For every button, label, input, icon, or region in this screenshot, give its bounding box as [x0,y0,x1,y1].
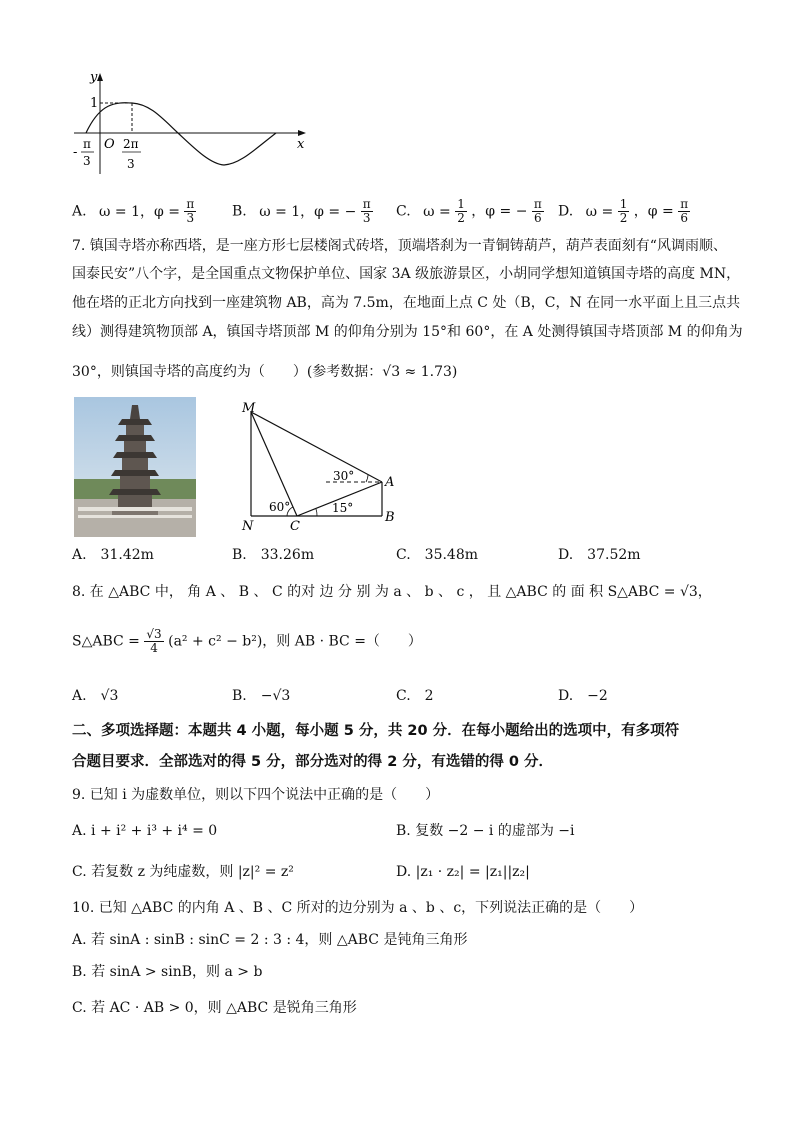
denominator: 4 [150,641,158,655]
fraction [184,198,196,225]
fraction [532,198,544,225]
option-expr: ，φ = [633,203,674,220]
angle-30-arc [366,475,368,482]
q8-option-a: A. √3 [72,688,119,704]
q7-option-a: A. 31.42m [72,547,154,563]
q7-line-5: 30°，则镇国寺塔的高度约为（ ）(参考数据：√3 ≈ 1.73) [72,364,458,380]
label-n: N [242,519,254,534]
option-expr: ω = 1，φ = − [259,203,357,220]
fraction [618,198,630,225]
q9-stem: 9. 已知 i 为虚数单位，则以下四个说法中正确的是（ ） [72,787,440,803]
q7-line-4: 线）测得建筑物顶部 A，镇国寺塔顶部 M 的仰角分别为 15°和 60°，在 A 处测得镇国寺塔顶部 M 的仰角为 [72,324,743,340]
option-letter: D. [558,203,574,220]
q10-stem: 10. 已知 △ABC 的内角 A 、B 、C 所对的边分别为 a 、b 、c，下列说法正确的是（ ） [72,900,644,916]
numerator: π [680,197,689,211]
option-expr: ω = [423,203,451,220]
q9-option-a: A. i + i² + i³ + i⁴ = 0 [72,823,218,839]
option-letter: A. [72,203,87,220]
fraction [678,198,690,225]
denominator: 2 [619,211,628,225]
q8-option-c: C. 2 [396,688,434,704]
denominator: 6 [534,211,542,225]
q9-option-c: C. 若复数 z 为纯虚数，则 |z|² = z² [72,864,294,880]
q9-option-b: B. 复数 −2 − i 的虚部为 −i [396,823,575,839]
option-letter: B. [232,203,247,220]
section-2-heading-1: 二、多项选择题：本题共 4 小题，每小题 5 分，共 20 分．在每小题给出的选项中，有多项符 [72,723,680,739]
denominator: 6 [680,211,688,225]
option-expr: ，φ = − [471,203,528,220]
two-pi-num: 2π [123,137,139,151]
y-label: y [90,70,98,85]
q8-option-b: B. −√3 [232,688,291,704]
numerator: π [533,197,542,211]
option-expr: ω = [585,203,614,220]
neg-pi-den: 3 [83,154,91,168]
option-letter: C. [396,203,411,220]
x-label: x [297,137,305,152]
numerator: π [186,197,195,211]
option-expr: ω = 1，φ = [99,203,180,220]
fraction [361,198,373,225]
q6-option-a [72,198,196,225]
pagoda-photo [74,397,196,537]
q7-option-d: D. 37.52m [558,547,641,563]
angle-30-label: 30° [333,469,355,483]
fraction [455,198,467,225]
numerator: 1 [619,197,628,211]
angle-15-arc [316,509,317,516]
q6-option-b [232,198,373,225]
numerator: √3 [146,627,162,641]
sine-graph [70,68,320,178]
label-m: M [242,401,256,416]
origin-label: O [104,137,115,152]
numerator: 1 [457,197,465,211]
angle-60-label: 60° [269,500,291,514]
fraction [144,628,163,655]
q7-option-b: B. 33.26m [232,547,315,563]
label-a: A [385,475,395,490]
q8-option-d: D. −2 [558,688,608,704]
q7-option-c: C. 35.48m [396,547,479,563]
segment-ma [251,412,382,482]
q7-line-2: 国泰民安”八个字，是全国重点文物保护单位、国家 3A 级旅游景区，小胡同学想知道镇国寺塔的高度 MN， [72,266,741,282]
label-c: C [290,519,300,534]
numerator: π [362,197,371,211]
section-2-heading-2: 合题目要求．全部选对的得 5 分，部分选对的得 2 分，有选错的得 0 分． [72,754,554,770]
q8-line-2 [72,628,422,655]
q6-option-c [396,198,544,225]
q7-line-1: 7. 镇国寺塔亦称西塔，是一座方形七层楼阁式砖塔，顶端塔刹为一青铜铸葫芦，葫芦表面刻有“风调雨顺、 [72,238,727,254]
label-b: B [385,510,395,525]
area-expr: (a² + c² − b²)，则 AB · BC =（ ） [168,633,422,650]
area-label: S△ABC = [72,633,140,650]
sine-curve [86,103,276,165]
neg-sign: - [73,145,78,160]
q7-line-3: 他在塔的正北方向找到一座建筑物 AB，高为 7.5m，在地面上点 C 处（B，C，N 在同一水平面上且三点共 [72,295,741,311]
denominator: 2 [457,211,465,225]
q9-option-d: D. |z₁ · z₂| = |z₁||z₂| [396,864,530,880]
one-label: 1 [90,96,99,111]
q10-option-c: C. 若 AC · AB > 0，则 △ABC 是锐角三角形 [72,1000,357,1016]
angle-15-label: 15° [332,501,354,515]
q6-option-d [558,198,690,225]
neg-pi-num: π [83,137,91,151]
q10-option-a: A. 若 sinA : sinB : sinC = 2 : 3 : 4，则 △ABC 是钝角三角形 [72,932,468,948]
y-axis-arrow [97,73,103,81]
denominator: 3 [186,211,195,225]
x-axis-arrow [298,130,306,136]
two-pi-den: 3 [127,157,135,171]
denominator: 3 [362,211,371,225]
q10-option-b: B. 若 sinA > sinB，则 a > b [72,964,263,980]
tower-diagram [236,398,406,536]
q8-line-1: 8. 在 △ABC 中， 角 A 、 B 、 C 的对 边 分 别 为 a 、 b 、 c ， 且 △ABC 的 面 积 S△ABC = √3， [72,584,712,600]
